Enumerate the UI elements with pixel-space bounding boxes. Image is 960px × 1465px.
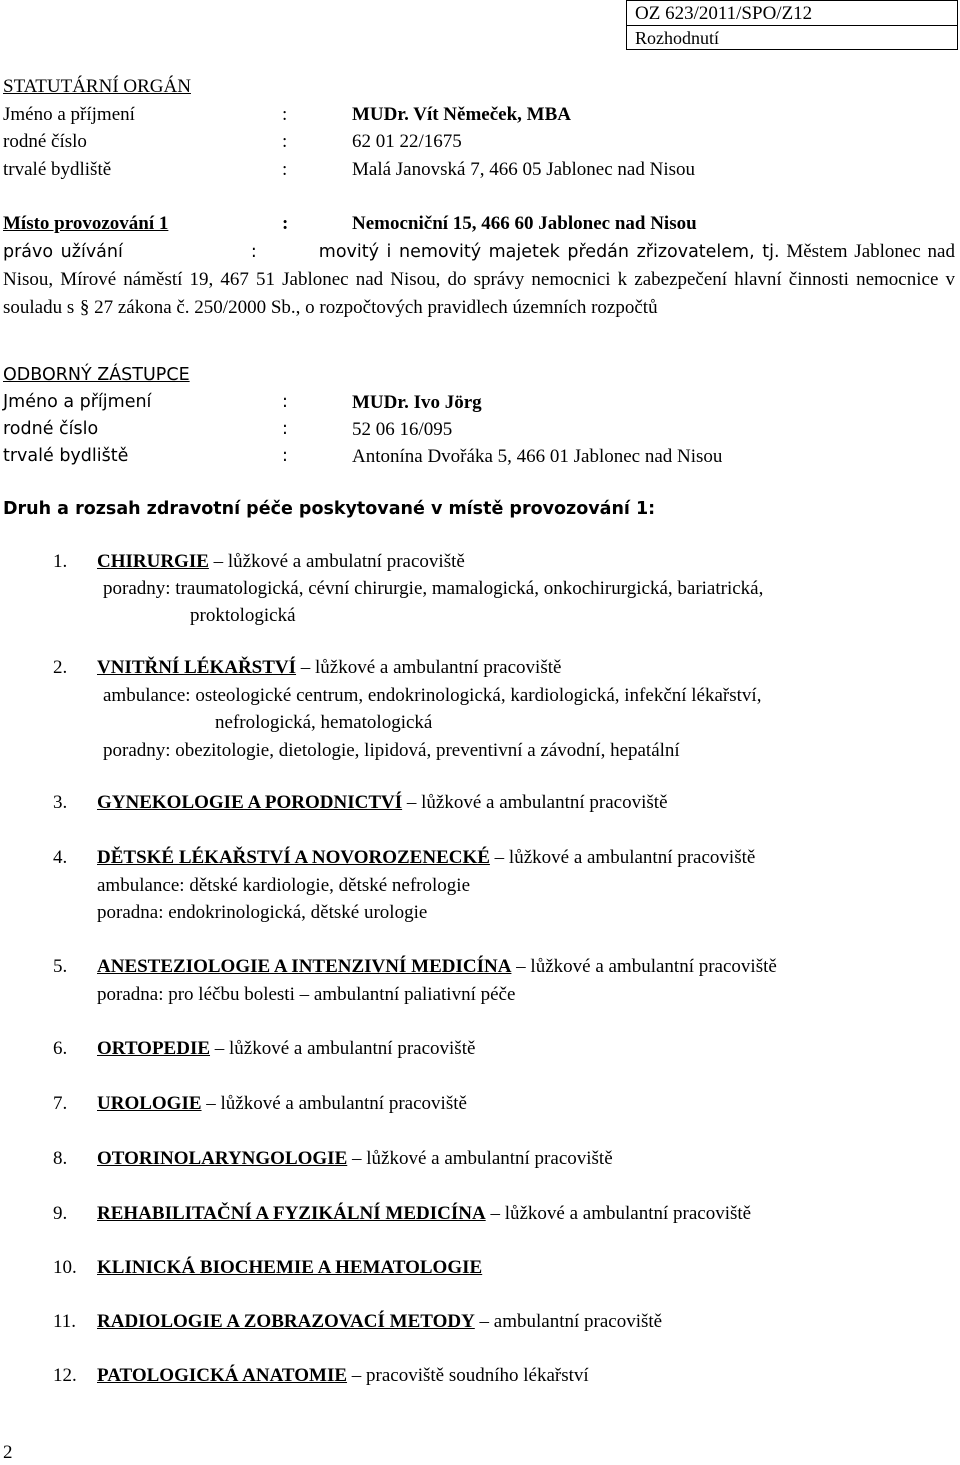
item-number: 5. (53, 956, 68, 977)
item-number: 7. (53, 1093, 68, 1114)
item-separator: – (511, 956, 531, 977)
rights-paragraph (3, 238, 955, 322)
row-value: Malá Janovská 7, 466 05 Jablonec nad Nisou (352, 159, 695, 180)
item-description: ambulantní pracoviště (493, 1311, 663, 1332)
item-number: 8. (53, 1148, 68, 1169)
item-separator: – (474, 1311, 494, 1332)
row-colon: : (282, 419, 288, 439)
row-value: MUDr. Ivo Jörg (352, 392, 482, 413)
row-label: rodné číslo (3, 131, 87, 152)
item-sub-line: poradna: endokrinologická, dětské urologie (97, 902, 428, 923)
row-label: rodné číslo (3, 419, 99, 439)
item-description: lůžkové a ambulantní pracoviště (530, 956, 777, 977)
item-sub-line: poradny: obezitologie, dietologie, lipidová, preventivní a závodní, hepatální (103, 740, 680, 761)
care-heading: Druh a rozsah zdravotní péče poskytované v místě provozování 1: (3, 499, 656, 519)
item-name: DĚTSKÉ LÉKAŘSTVÍ A NOVOROZENECKÉ (97, 847, 490, 868)
item-description: lůžkové a ambulantní pracoviště (220, 1093, 467, 1114)
item-number: 3. (53, 792, 68, 813)
item-description: lůžkové a ambulantní pracoviště (421, 792, 668, 813)
place-label: Místo provozování 1 (3, 213, 169, 234)
row-label: trvalé bydliště (3, 446, 129, 466)
item-description: lůžkové a ambulantní pracoviště (504, 1203, 752, 1224)
row-colon: : (282, 131, 288, 152)
item-name: GYNEKOLOGIE A PORODNICTVÍ (97, 792, 403, 813)
item-name: VNITŘNÍ LÉKAŘSTVÍ (97, 657, 297, 678)
statutory-title: STATUTÁRNÍ ORGÁN (3, 76, 191, 97)
item-name: ORTOPEDIE (97, 1038, 211, 1059)
item-name: UROLOGIE (97, 1093, 202, 1114)
rights-label: právo užívání (3, 242, 123, 262)
item-name: RADIOLOGIE A ZOBRAZOVACÍ METODY (97, 1311, 475, 1332)
item-number: 12. (53, 1365, 77, 1386)
item-description: lůžkové a ambulantní pracoviště (366, 1148, 613, 1169)
section-symbol: § (79, 297, 90, 318)
item-name: KLINICKÁ BIOCHEMIE A HEMATOLOGIE (97, 1257, 483, 1278)
item-description: pracoviště soudního lékařství (366, 1365, 589, 1386)
row-label: Jméno a příjmení (3, 104, 135, 125)
item-number: 10. (53, 1257, 77, 1278)
item-number: 11. (53, 1311, 77, 1332)
row-colon: : (282, 392, 288, 412)
item-sub-line: nefrologická, hematologická (215, 712, 433, 733)
document-number: OZ 623/2011/SPO/Z12 (635, 3, 813, 24)
rights-value-prefix: movitý i nemovitý majetek předán zřizovatelem, tj. (318, 242, 780, 262)
item-number: 6. (53, 1038, 68, 1059)
row-label: Jméno a příjmení (3, 392, 152, 412)
item-number: 9. (53, 1203, 68, 1224)
item-separator: – (489, 847, 509, 868)
item-separator: – (210, 1038, 230, 1059)
item-sub-line: proktologická (190, 605, 296, 626)
rights-value-rest: Městem Jablonec nad Nisou, Mírové náměstí 19, 467 51 Jablonec nad Nisou, do správy nemocnici k zabezpečení hlavní činnosti nemocnice v souladu s (3, 241, 955, 318)
place-value: Nemocniční 15, 466 60 Jablonec nad Nisou (352, 213, 697, 234)
law-rest: , o rozpočtových pravidlech územních rozpočtů (295, 297, 658, 318)
item-separator: – (347, 1365, 367, 1386)
item-number: 4. (53, 847, 68, 868)
item-number: 2. (53, 657, 68, 678)
law-reference: 27 zákona č. 250/2000 Sb. (89, 297, 296, 318)
row-colon: : (282, 446, 288, 466)
item-name: OTORINOLARYNGOLOGIE (97, 1148, 348, 1169)
item-sub-line: poradna: pro léčbu bolesti – ambulantní paliativní péče (97, 984, 516, 1005)
item-separator: – (347, 1148, 367, 1169)
item-number: 1. (53, 551, 68, 572)
row-colon: : (282, 104, 288, 125)
item-sub-line: ambulance: dětské kardiologie, dětské nefrologie (97, 875, 471, 896)
item-sub-line: poradny: traumatologická, cévní chirurgie, mamalogická, onkochirurgická, bariatrická, (103, 578, 764, 599)
professional-title: ODBORNÝ ZÁSTUPCE (3, 365, 190, 385)
item-separator: – (201, 1093, 221, 1114)
item-description: lůžkové a ambulantní pracoviště (229, 1038, 476, 1059)
item-description: lůžkové a ambulantní pracoviště (315, 657, 562, 678)
item-description: lůžkové a ambulantní pracoviště (508, 847, 756, 868)
item-separator: – (208, 551, 228, 572)
row-value: 52 06 16/095 (352, 419, 453, 440)
item-name: ANESTEZIOLOGIE A INTENZIVNÍ MEDICÍNA (97, 956, 512, 977)
item-description: lůžkové a ambulatní pracoviště (227, 551, 465, 572)
row-label: trvalé bydliště (3, 159, 112, 180)
item-sub-line: ambulance: osteologické centrum, endokrinologická, kardiologická, infekční lékařství, (103, 685, 762, 706)
row-value: Antonína Dvořáka 5, 466 01 Jablonec nad Nisou (352, 446, 723, 467)
page-number: 2 (3, 1442, 13, 1463)
item-name: REHABILITAČNÍ A FYZIKÁLNÍ MEDICÍNA (97, 1203, 486, 1224)
rights-colon: : (250, 242, 257, 262)
item-separator: – (402, 792, 422, 813)
document-id-box (626, 0, 958, 50)
row-value: MUDr. Vít Němeček, MBA (352, 104, 571, 125)
item-name: PATOLOGICKÁ ANATOMIE (97, 1365, 348, 1386)
row-value: 62 01 22/1675 (352, 131, 462, 152)
row-colon: : (282, 159, 288, 180)
item-name: CHIRURGIE (97, 551, 209, 572)
document-type: Rozhodnutí (627, 25, 957, 49)
place-colon: : (282, 213, 289, 234)
item-separator: – (485, 1203, 505, 1224)
item-separator: – (296, 657, 316, 678)
